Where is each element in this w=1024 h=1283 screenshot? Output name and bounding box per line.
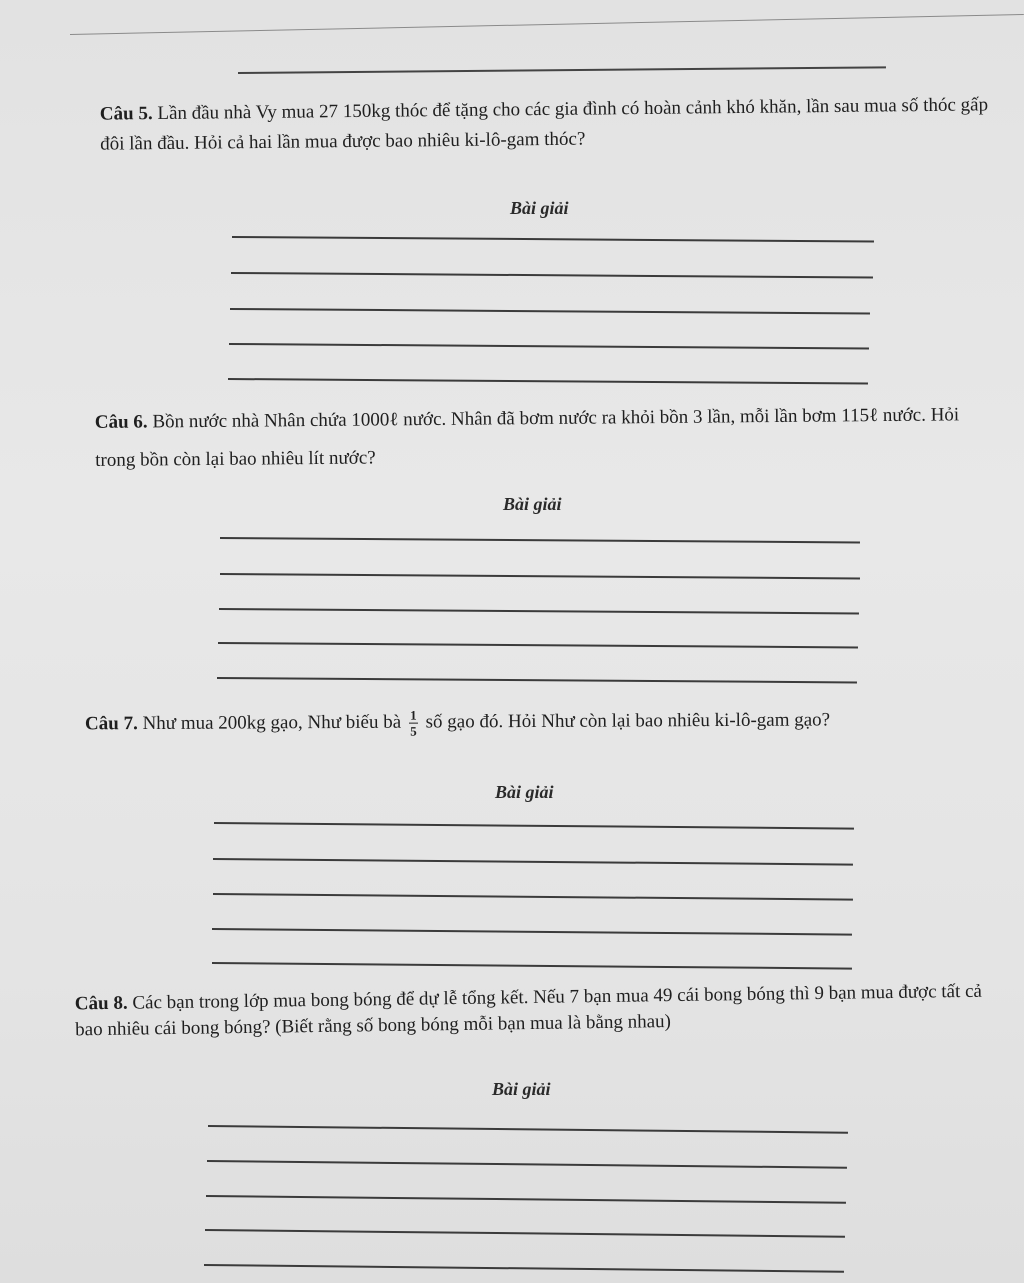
page-edge-line — [70, 14, 1024, 35]
question-number: Câu 7. — [84, 713, 138, 735]
question-text: Bồn nước nhà Nhân chứa 1000ℓ nước. Nhân đã bơm nước ra khỏi bồn 3 lần, mỗi lần bơm 115ℓ nước. Hỏi trong bồn còn lại bao nhiêu lít nước? — [95, 404, 960, 471]
question-number: Câu 8. — [74, 992, 128, 1015]
question-7 — [85, 701, 975, 744]
question-text: Các bạn trong lớp mua bong bóng để dự lễ tổng kết. Nếu 7 bạn mua 49 cái bong bóng thì 9 bạn mua được tất cả bao nhiêu cái bong bóng? (Biết rằng số bong bóng mỗi bạn mua là bằng nhau) — [75, 980, 983, 1041]
answer-line — [232, 236, 874, 242]
question-number: Câu 5. — [99, 103, 153, 125]
answer-line — [220, 573, 860, 579]
answer-line — [218, 642, 858, 648]
answer-line — [219, 608, 859, 614]
question-number: Câu 6. — [94, 411, 148, 433]
answer-line — [217, 677, 857, 683]
answer-line — [228, 378, 868, 384]
answer-line — [230, 308, 870, 314]
solution-heading: Bài giải — [495, 782, 554, 802]
answer-line — [231, 272, 873, 278]
answer-line — [212, 928, 852, 936]
fraction-denominator: 5 — [410, 723, 417, 739]
answer-line — [213, 858, 853, 866]
question-5 — [100, 90, 991, 159]
question-text-part: số gạo đó. Hỏi Như còn lại bao nhiêu ki-lô-gam gạo? — [425, 709, 831, 733]
answer-line — [214, 822, 854, 830]
question-text-part: Như mua 200kg gạo, Như biếu bà — [142, 711, 402, 735]
answer-line — [238, 66, 886, 74]
answer-line — [220, 537, 860, 543]
answer-line — [204, 1264, 844, 1273]
question-6 — [95, 396, 996, 480]
answer-line — [213, 893, 853, 901]
answer-line — [207, 1160, 847, 1169]
answer-line — [205, 1229, 845, 1238]
question-text: Lần đầu nhà Vy mua 27 150kg thóc để tặng cho các gia đình có hoàn cảnh khó khăn, lần sau mua số thóc gấp đôi lần đầu. Hỏi cả hai lần mua được bao nhiêu ki-lô-gam thóc? — [100, 94, 989, 155]
answer-line — [206, 1195, 846, 1204]
answer-line — [208, 1125, 848, 1134]
question-8 — [75, 979, 991, 1044]
answer-line — [229, 343, 869, 349]
solution-heading: Bài giải — [492, 1079, 551, 1099]
solution-heading: Bài giải — [510, 198, 569, 218]
fraction-numerator: 1 — [410, 707, 417, 723]
fraction — [409, 709, 418, 738]
solution-heading: Bài giải — [503, 494, 562, 514]
answer-line — [212, 962, 852, 970]
